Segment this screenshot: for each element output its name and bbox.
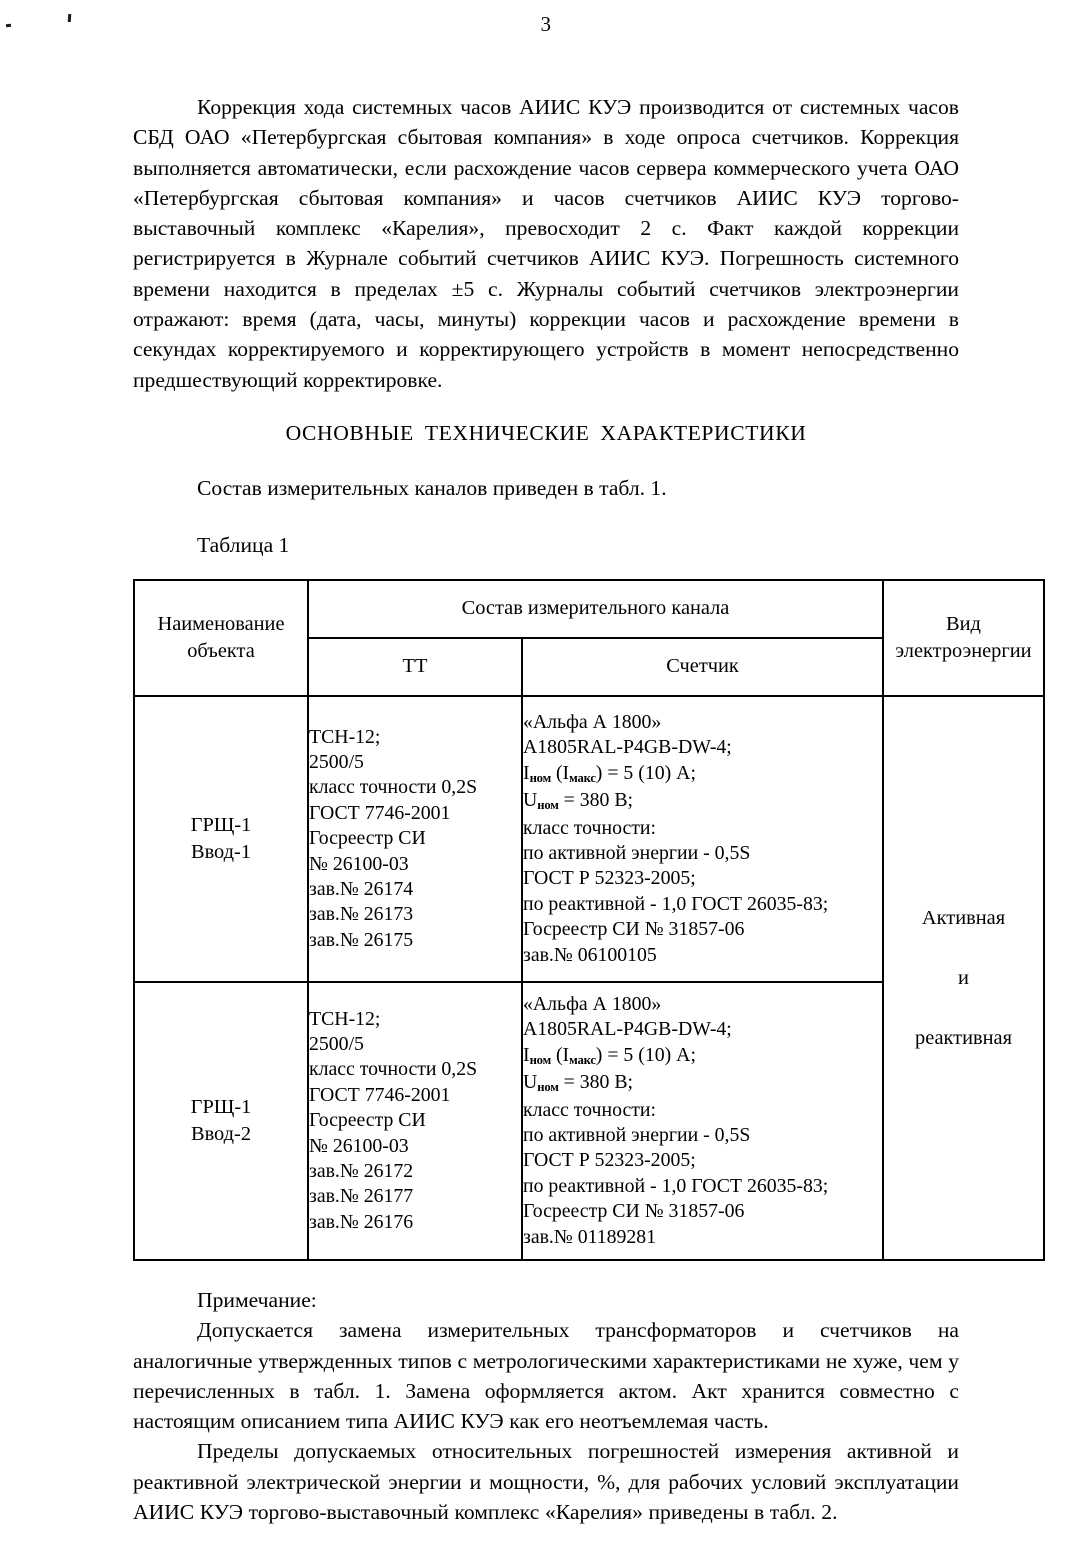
spec-line: по реактивной - 1,0 ГОСТ 26035-83; bbox=[523, 1174, 829, 1197]
energy-kind-line1: Активная bbox=[921, 906, 1006, 929]
spec-line: по активной энергии - 0,5S bbox=[523, 1123, 751, 1146]
spec-line: класс точности 0,2S bbox=[309, 776, 478, 799]
object-line1: ГРЩ-1 bbox=[190, 813, 252, 836]
tail-paragraph: Пределы допускаемых относительных погрешностей измерения активной и реактивной электрической энергии и мощности, %, для рабочих условий эксплуатации АИИС КУЭ торгово-выставочный комплекс «Карелия» приведены в табл. 2. bbox=[133, 1439, 959, 1525]
spec-line: № 26100-03 bbox=[309, 1134, 409, 1157]
spec-line: $I_{ном}$ $(I_{макс}) = 5$ (10) А; bbox=[523, 761, 696, 785]
ct-lines bbox=[309, 1007, 521, 1236]
spec-line: ГОСТ 7746-2001 bbox=[309, 1083, 451, 1106]
measurement-channels-table bbox=[133, 579, 1045, 1261]
spec-line: зав.№ 26176 bbox=[309, 1210, 414, 1233]
header-channel-composition: Состав измерительного канала bbox=[308, 580, 883, 638]
spec-line: $U_{ном} = 380$ В; bbox=[523, 1071, 634, 1094]
spec-line: 2500/5 bbox=[309, 1033, 364, 1056]
spec-line: ТСН-12; bbox=[309, 725, 381, 748]
cell-object-name bbox=[134, 982, 308, 1260]
spec-line: по реактивной - 1,0 ГОСТ 26035-83; bbox=[523, 892, 829, 915]
page-number: 3 bbox=[540, 12, 552, 36]
spec-line: A1805RAL-P4GB-DW-4; bbox=[523, 1018, 732, 1041]
ct-lines bbox=[309, 725, 521, 954]
intro-paragraph: Коррекция хода системных часов АИИС КУЭ производится от системных часов СБД ОАО «Петербургская сбытовая компания» в ходе опроса счетчиков. Коррекция выполняется автоматически, если расхождение часов сервера коммерческого учета ОАО «Петербургская сбытовая компания» и часов счетчиков АИИС КУЭ торгово-выставочный комплекс «Карелия», превосходит 2 с. Факт каждой коррекции регистрируется в Журнале событий счетчиков АИИС КУЭ. Погрешность системного времени находится в пределах ±5 с. Журналы событий счетчиков электроэнергии отражают: время (дата, часы, минуты) коррекции часов и расхождение времени в секундах корректируемого и корректирующего устройств в момент непосредственно предшествующий корректировке. bbox=[133, 95, 959, 392]
spec-line: зав.№ 26177 bbox=[309, 1185, 414, 1208]
header-object-line1: Наименование bbox=[157, 612, 285, 635]
meter-lines bbox=[523, 710, 882, 968]
table-caption: Таблица 1 bbox=[197, 532, 290, 557]
header-energy-kind bbox=[883, 580, 1044, 696]
spec-line: № 26100-03 bbox=[309, 852, 409, 875]
spec-line: по активной энергии - 0,5S bbox=[523, 841, 751, 864]
lead-line: Состав измерительных каналов приведен в табл. 1. bbox=[197, 475, 667, 500]
spec-line: класс точности: bbox=[523, 816, 656, 839]
cell-ct-spec bbox=[308, 696, 522, 982]
spec-line: ГОСТ 7746-2001 bbox=[309, 801, 451, 824]
spec-line: зав.№ 01189281 bbox=[523, 1225, 657, 1248]
header-energy-kind-line2: электроэнергии bbox=[895, 639, 1032, 662]
spec-line: класс точности 0,2S bbox=[309, 1058, 478, 1081]
spec-line: Госреестр СИ bbox=[309, 1109, 426, 1132]
object-line1: ГРЩ-1 bbox=[190, 1095, 252, 1118]
note-label: Примечание: bbox=[197, 1287, 317, 1312]
spec-line: ТСН-12; bbox=[309, 1007, 381, 1030]
spec-line: Госреестр СИ bbox=[309, 827, 426, 850]
note-block bbox=[133, 1285, 959, 1436]
spec-line: 2500/5 bbox=[309, 751, 364, 774]
spec-line: $I_{ном}$ $(I_{макс}) = 5$ (10) А; bbox=[523, 1043, 696, 1067]
spec-line: класс точности: bbox=[523, 1098, 656, 1121]
cell-meter-spec bbox=[522, 696, 883, 982]
cell-ct-spec bbox=[308, 982, 522, 1260]
spec-line: A1805RAL-P4GB-DW-4; bbox=[523, 736, 732, 759]
spec-line: «Альфа А 1800» bbox=[523, 710, 662, 733]
header-object-name bbox=[134, 580, 308, 696]
spec-line: ГОСТ Р 52323-2005; bbox=[523, 867, 696, 890]
table-row bbox=[134, 696, 1044, 982]
section-heading: ОСНОВНЫЕ ТЕХНИЧЕСКИЕ ХАРАКТЕРИСТИКИ bbox=[285, 420, 807, 445]
header-ct: ТТ bbox=[308, 638, 522, 696]
energy-kind-line3: реактивная bbox=[915, 1026, 1012, 1049]
spec-line: зав.№ 26174 bbox=[309, 878, 414, 901]
spec-line: зав.№ 26173 bbox=[309, 903, 414, 926]
cell-object-name bbox=[134, 696, 308, 982]
spec-line: зав.№ 06100105 bbox=[523, 943, 657, 966]
spec-line: зав.№ 26172 bbox=[309, 1160, 414, 1183]
cell-energy-kind bbox=[883, 696, 1044, 1260]
meter-lines bbox=[523, 992, 882, 1250]
table-header-row-top bbox=[134, 580, 1044, 638]
energy-kind-line2: и bbox=[958, 966, 969, 989]
object-line2: Ввод-1 bbox=[190, 840, 252, 863]
spec-line: Госреестр СИ № 31857-06 bbox=[523, 1200, 745, 1223]
object-line2: Ввод-2 bbox=[190, 1122, 252, 1145]
header-object-line2: объекта bbox=[187, 639, 255, 662]
cell-meter-spec bbox=[522, 982, 883, 1260]
spec-line: зав.№ 26175 bbox=[309, 928, 414, 951]
spec-line: «Альфа А 1800» bbox=[523, 992, 662, 1015]
document-content bbox=[133, 92, 1032, 1527]
header-energy-kind-line1: Вид bbox=[946, 612, 981, 635]
spec-line: ГОСТ Р 52323-2005; bbox=[523, 1149, 696, 1172]
spec-line: $U_{ном} = 380$ В; bbox=[523, 789, 634, 812]
spec-line: Госреестр СИ № 31857-06 bbox=[523, 918, 745, 941]
header-meter: Счетчик bbox=[522, 638, 883, 696]
note-body: Допускается замена измерительных трансформаторов и счетчиков на аналогичные утвержденных типов с метрологическими характеристиками не хуже, чем у перечисленных в табл. 1. Замена оформляется актом. Акт хранится совместно с настоящим описанием типа АИИС КУЭ как его неотъемлемая часть. bbox=[133, 1318, 959, 1434]
